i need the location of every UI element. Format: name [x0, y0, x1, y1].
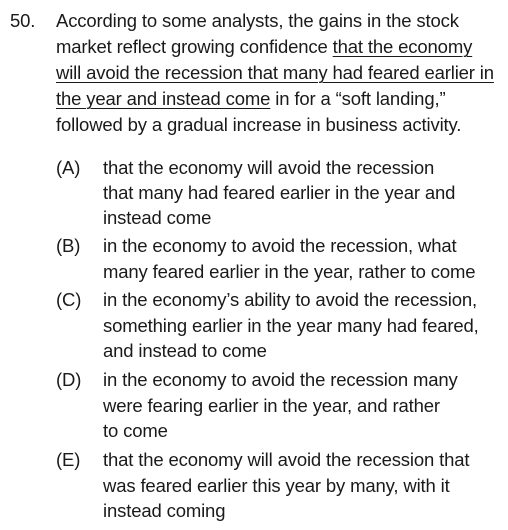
option-text-line: many feared earlier in the year, rather to come	[103, 261, 476, 282]
option-text-line: in the economy’s ability to avoid the recession,	[103, 289, 477, 310]
stem-text: followed by a gradual increase in business activity.	[56, 114, 462, 135]
question-stem-line	[56, 112, 461, 138]
underlined-segment: that the economy	[332, 36, 473, 57]
option-text-line: and instead to come	[103, 340, 267, 361]
option-text-line: were fearing earlier in the year, and rather	[103, 395, 440, 416]
option-text-line: that the economy will avoid the recession	[103, 157, 435, 178]
question-number: 50.	[10, 10, 36, 31]
underlined-segment: will avoid the recession that many had feared earlier in	[56, 62, 494, 83]
question-stem-line	[56, 8, 459, 34]
question-stem-line	[56, 86, 445, 112]
option-text-line: something earlier in the year many had feared,	[103, 315, 479, 336]
stem-text: in for a “soft landing,”	[270, 88, 446, 109]
option-text-line: was feared earlier this year by many, with it	[103, 475, 450, 496]
option-letter: (B)	[56, 235, 81, 256]
option-text-line: that the economy will avoid the recession that	[103, 449, 470, 470]
option-text-line: instead come	[103, 207, 212, 228]
question-stem-line	[56, 60, 494, 86]
stem-text: market reflect growing confidence	[56, 36, 333, 57]
underlined-segment: the year and instead come	[56, 88, 271, 109]
option-text-line: that many had feared earlier in the year and	[103, 182, 456, 203]
option-letter: (D)	[56, 369, 82, 390]
option-letter: (A)	[56, 157, 81, 178]
option-letter: (C)	[56, 289, 82, 310]
option-text-line: in the economy to avoid the recession many	[103, 369, 458, 390]
option-text-line: to come	[103, 420, 168, 441]
option-letter: (E)	[56, 449, 81, 470]
question-stem-line	[56, 34, 472, 60]
option-text-line: instead coming	[103, 500, 226, 521]
option-text-line: in the economy to avoid the recession, what	[103, 235, 457, 256]
stem-text: According to some analysts, the gains in the stock	[56, 10, 459, 31]
